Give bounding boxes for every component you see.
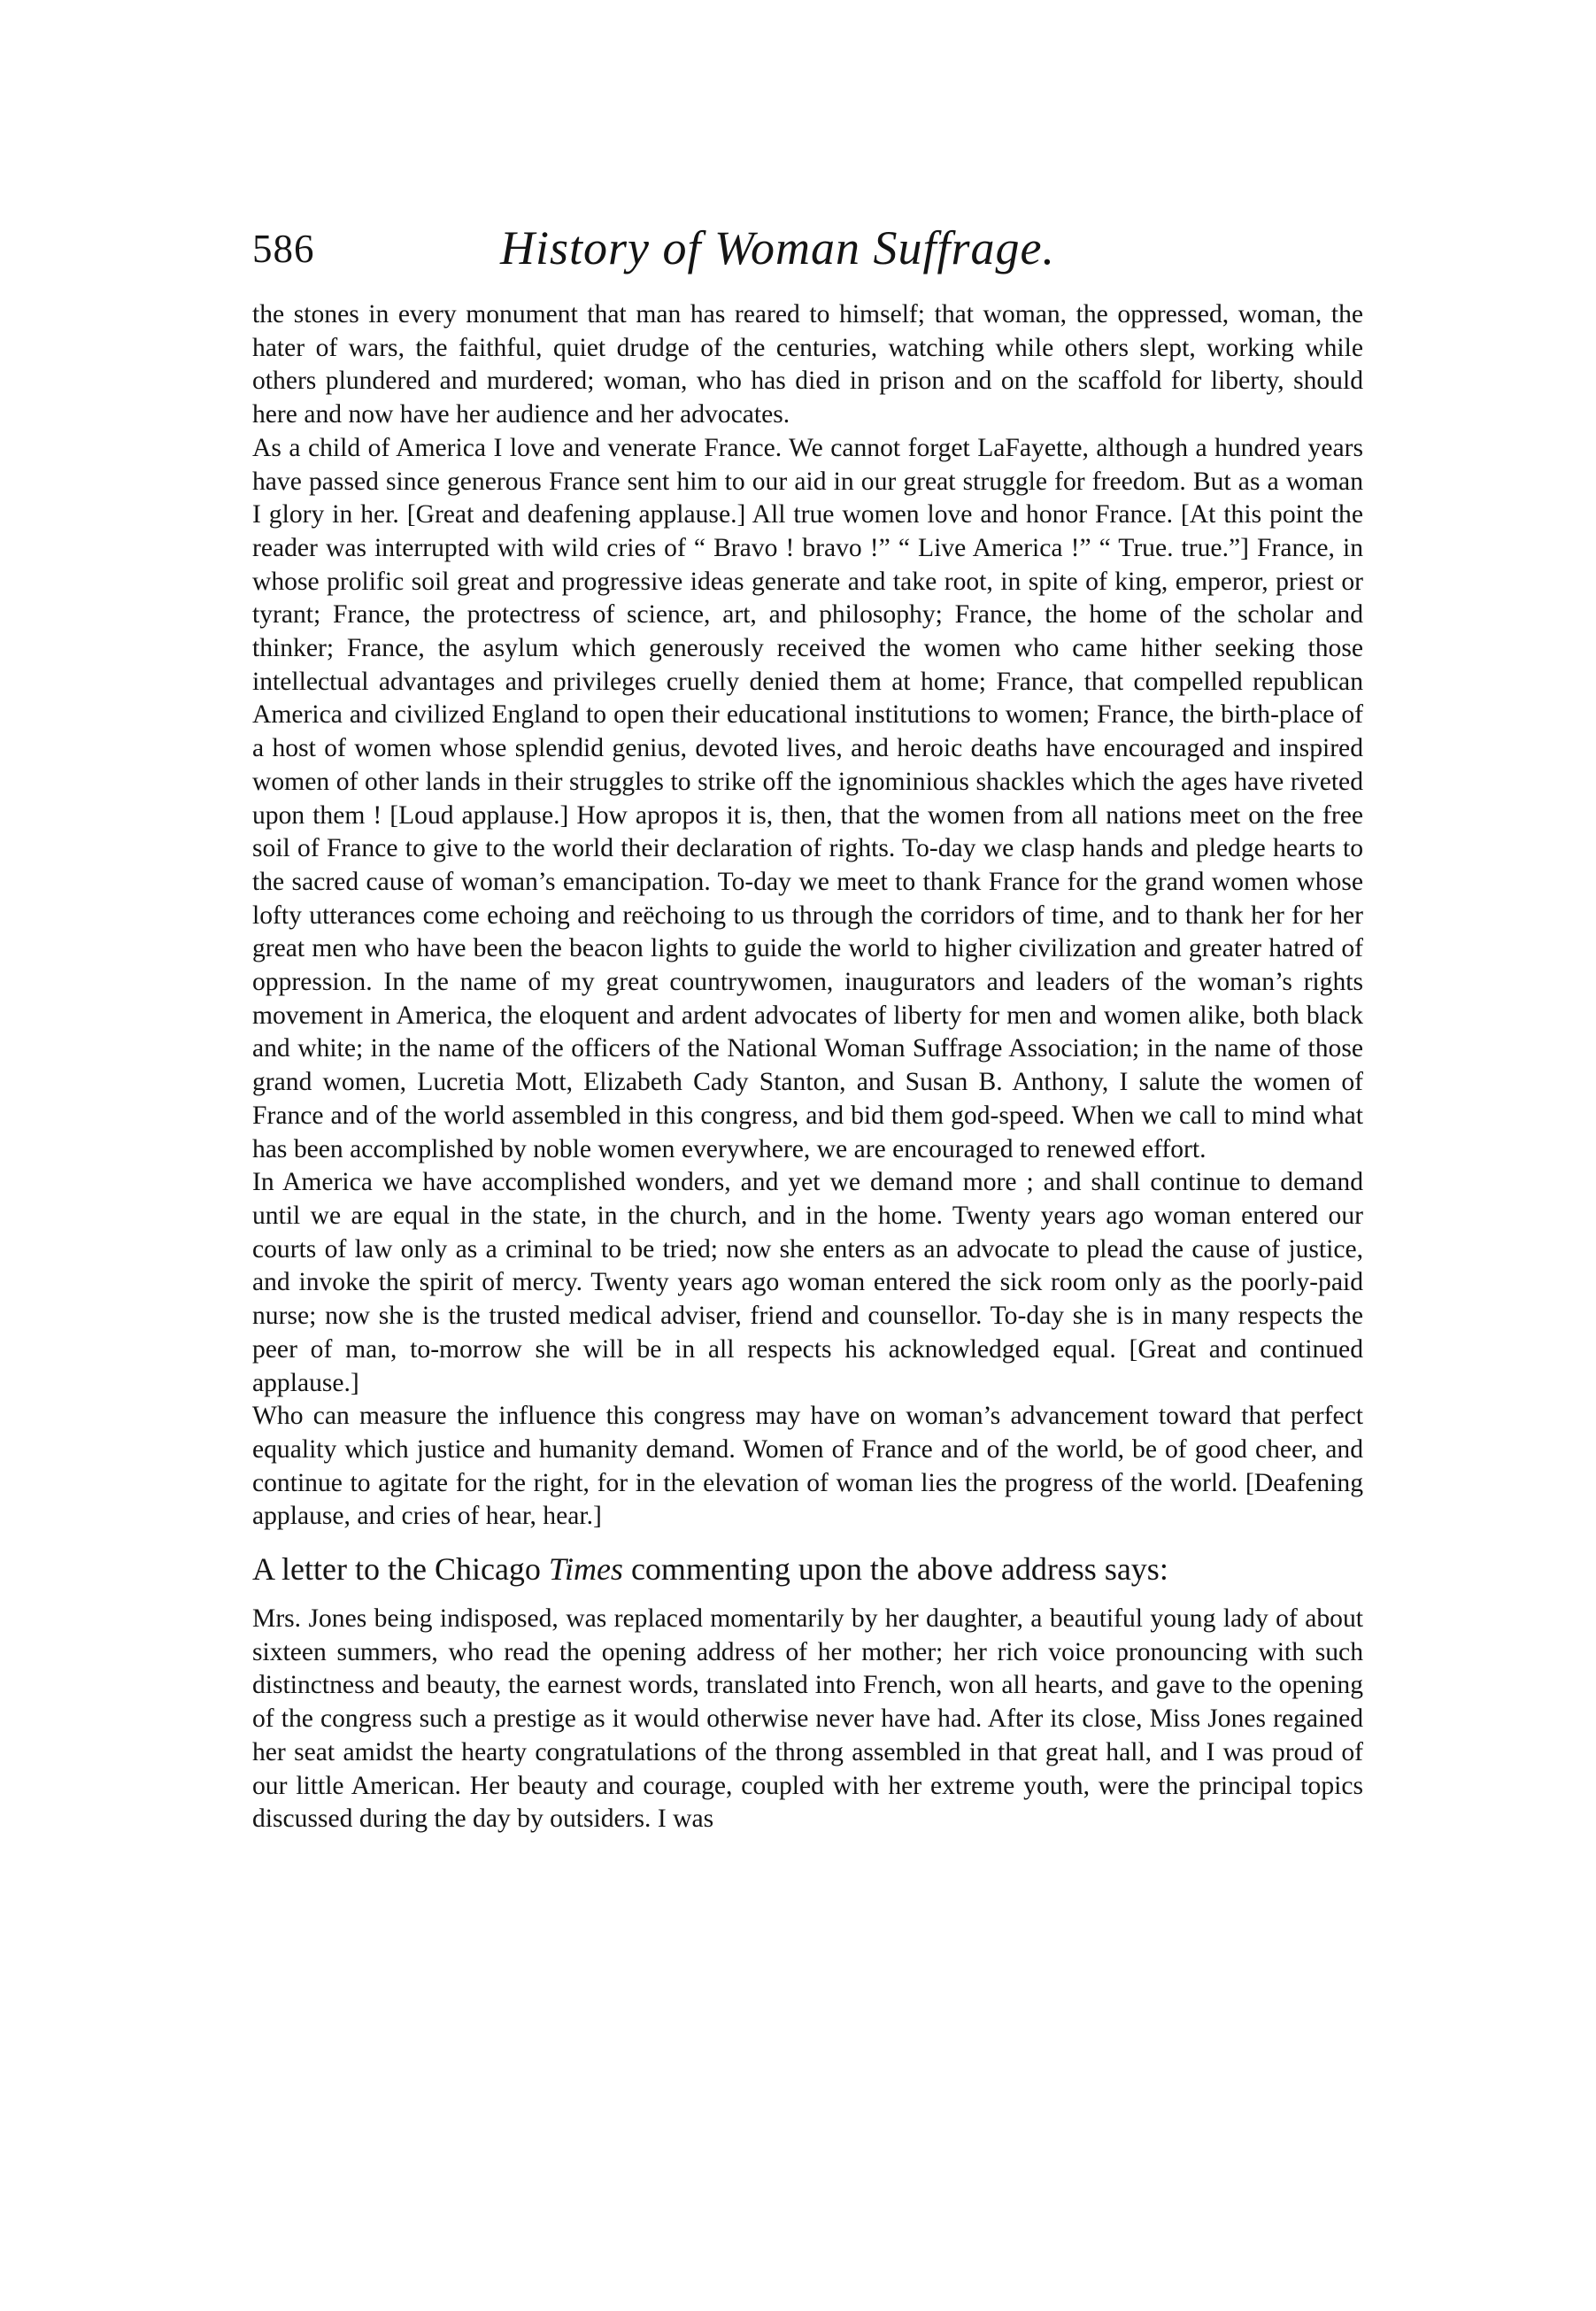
- paragraph-2: As a child of America I love and venerate France. We cannot forget LaFayette, although a hundred years have passed since generous France sent him to our aid in our great struggle for freedom. But as a woman I glory in her. [Great and deafening applause.] All true women love and honor France. [At this point the reader was interrupted with wild cries of “ Bravo ! bravo !” “ Live America !” “ True. true.”] France, in whose prolific soil great and progressive ideas generate and take root, in spite of king, emperor, priest or tyrant; France, the protectress of science, art, and philosophy; France, the home of the scholar and thinker; France, the asylum which generously received the women who came hither seeking those intellectual advantages and privileges cruelly denied them at home; France, that compelled republican America and civilized England to open their educational institutions to women; France, the birth-place of a host of women whose splendid genius, devoted lives, and heroic deaths have encouraged and inspired women of other lands in their struggles to strike off the ignominious shackles which the ages have riveted upon them ! [Loud applause.] How apropos it is, then, that the women from all nations meet on the free soil of France to give to the world their declaration of rights. To-day we clasp hands and pledge hearts to the sacred cause of woman’s emancipation. To-day we meet to thank France for the grand women whose lofty utterances come echoing and reëchoing to us through the corridors of time, and to thank her for her great men who have been the beacon lights to guide the world to higher civilization and greater hatred of oppression. In the name of my great countrywomen, inaugurators and leaders of the woman’s rights movement in America, the eloquent and ardent advocates of liberty for men and women alike, both black and white; in the name of the officers of the National Woman Suffrage Association; in the name of those grand women, Lucretia Mott, Elizabeth Cady Stanton, and Susan B. Anthony, I salute the women of France and of the world assembled in this congress, and bid them god-speed. When we call to mind what has been accomplished by noble women everywhere, we are encouraged to renewed effort.: [252, 433, 1363, 1163]
- paragraph-3: In America we have accomplished wonders, and yet we demand more ; and shall continue to demand until we are equal in the state, in the church, and in the home. Twenty years ago woman entered our courts of law only as a criminal to be tried; now she enters as an advocate to plead the cause of justice, and invoke the spirit of mercy. Twenty years ago woman entered the sick room only as the poorly-paid nurse; now she is the trusted medical adviser, friend and counsellor. To-day she is in many respects the peer of man, to-morrow she will be in all respects his acknowledged equal. [Great and continued applause.]: [252, 1168, 1363, 1397]
- letter-quote: [252, 1603, 1363, 1836]
- quote-paragraph: Mrs. Jones being indisposed, was replaced momentarily by her daughter, a beautiful young lady of about sixteen summers, who read the opening address of her mother; her rich voice pronouncing with such distinctness and beauty, the earnest words, translated into French, won all hearts, and gave to the opening of the congress such a prestige as it would otherwise never have had. After its close, Miss Jones regained her seat amidst the hearty congratulations of the throng assembled in that great hall, and I was proud of our little American. Her beauty and courage, coupled with her extreme youth, were the principal topics discussed during the day by outsiders. I was: [252, 1604, 1363, 1834]
- newspaper-title: Times: [548, 1551, 623, 1588]
- letter-intro: [252, 1551, 1363, 1587]
- running-title: History of Woman Suffrage.: [500, 221, 1056, 274]
- book-page: [252, 217, 1363, 1836]
- page-number: 586: [252, 227, 315, 271]
- paragraph-1: the stones in every monument that man has reared to himself; that woman, the oppressed, woman, the hater of wars, the faithful, quiet drudge of the centuries, watching while others slept, working while others plundered and murdered; woman, who has died in prison and on the scaffold for liberty, should here and now have her audience and her advocates.: [252, 300, 1363, 429]
- page-header: [252, 217, 1363, 293]
- paragraph-4: Who can measure the influence this congress may have on woman’s advancement toward that perfect equality which justice and humanity demand. Women of France and of the world, be of good cheer, and continue to agitate for the right, for in the elevation of woman lies the progress of the world. [Deafening applause, and cries of hear, hear.]: [252, 1402, 1363, 1531]
- intro-before: A letter to the Chicago: [252, 1551, 549, 1588]
- intro-after: commenting upon the above address says:: [622, 1551, 1168, 1588]
- body-text: [252, 298, 1363, 1534]
